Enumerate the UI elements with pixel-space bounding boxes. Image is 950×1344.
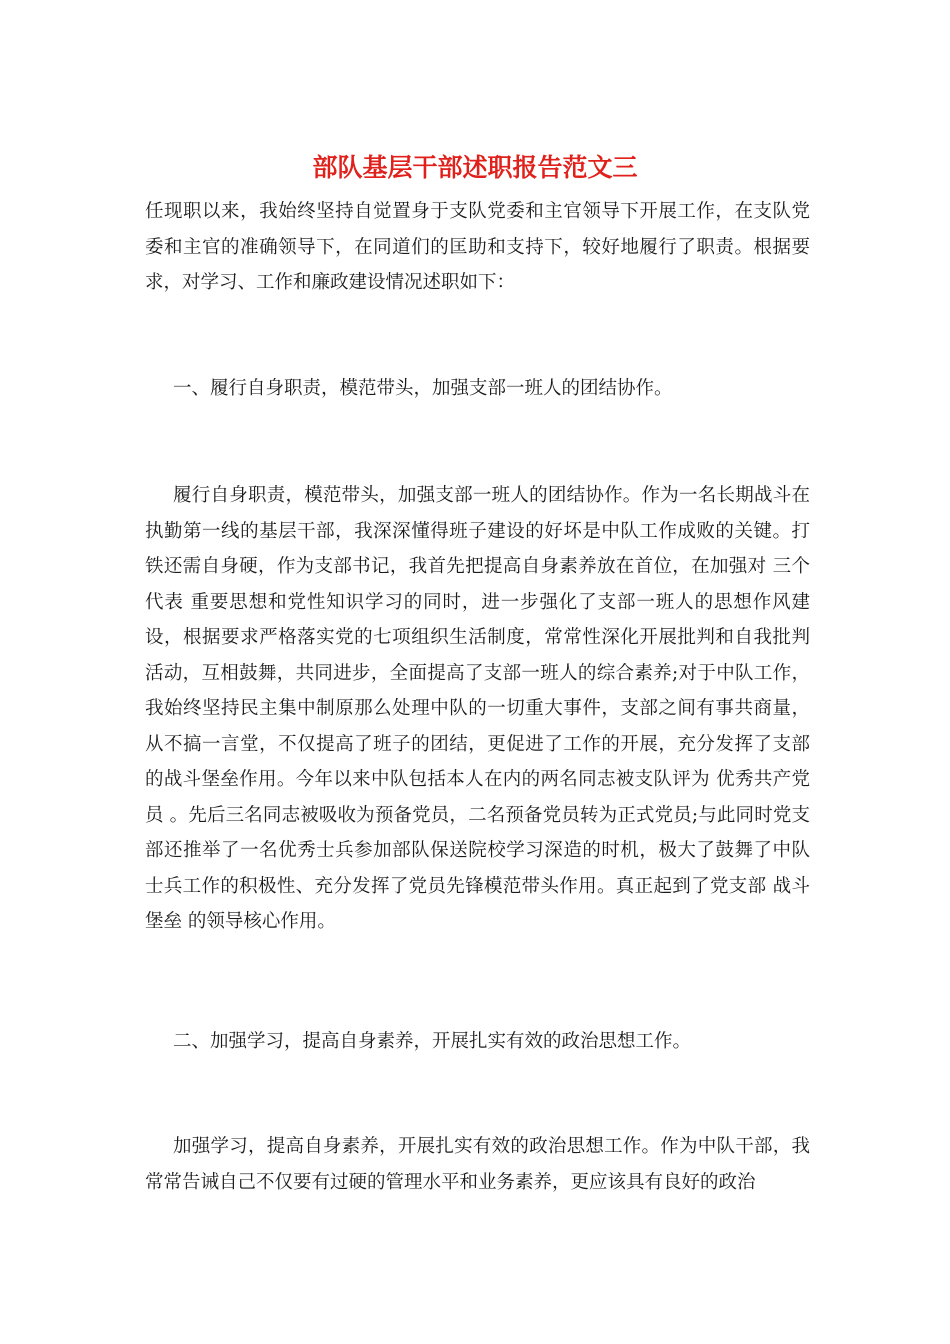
section-2-body: 加强学习，提高自身素养，开展扎实有效的政治思想工作。作为中队干部，我常常告诫自己不仅要有过硬的管理水平和业务素养，更应该具有良好的政治 [145, 1136, 810, 1193]
intro-paragraph: 任现职以来，我始终坚持自觉置身于支队党委和主官领导下开展工作，在支队党委和主官的准确领导下，在同道们的匡助和支持下，较好地履行了职责。根据要求，对学习、工作和廉政建设情况述职如下： [145, 201, 810, 293]
section-1-body: 履行自身职责，模范带头，加强支部一班人的团结协作。作为一名长期战斗在执勤第一线的基层干部，我深深懂得班子建设的好坏是中队工作成败的关键。打铁还需自身硬，作为支部书记，我首先把提高自身素养放在首位，在加强对 三个代表 重要思想和党性知识学习的同时，进一步强化了支部一班人的思想作风建设，根据要求严格落实党的七项组织生活制度，常常性深化开展批判和自我批判活动，互相鼓舞，共同进步，全面提高了支部一班人的综合素养;对于中队工作，我始终坚持民主集中制原那么处理中队的一切重大事件，支部之间有事共商量，从不搞一言堂，不仅提高了班子的团结，更促进了工作的开展，充分发挥了支部的战斗堡垒作用。今年以来中队包括本人在内的两名同志被支队评为 优秀共产党员 。先后三名同志被吸收为预备党员，二名预备党员转为正式党员;与此同时党支部还推举了一名优秀士兵参加部队保送院校学习深造的时机，极大了鼓舞了中队士兵工作的积极性、充分发挥了党员先锋模范带头作用。真正起到了党支部 战斗堡垒 的领导核心作用。 [145, 485, 810, 932]
section-1-heading: 一、履行自身职责，模范带头，加强支部一班人的团结协作。 [173, 378, 673, 399]
document-title: 部队基层干部述职报告范文三 [312, 153, 638, 182]
section-2-heading: 二、加强学习，提高自身素养，开展扎实有效的政治思想工作。 [173, 1031, 692, 1052]
